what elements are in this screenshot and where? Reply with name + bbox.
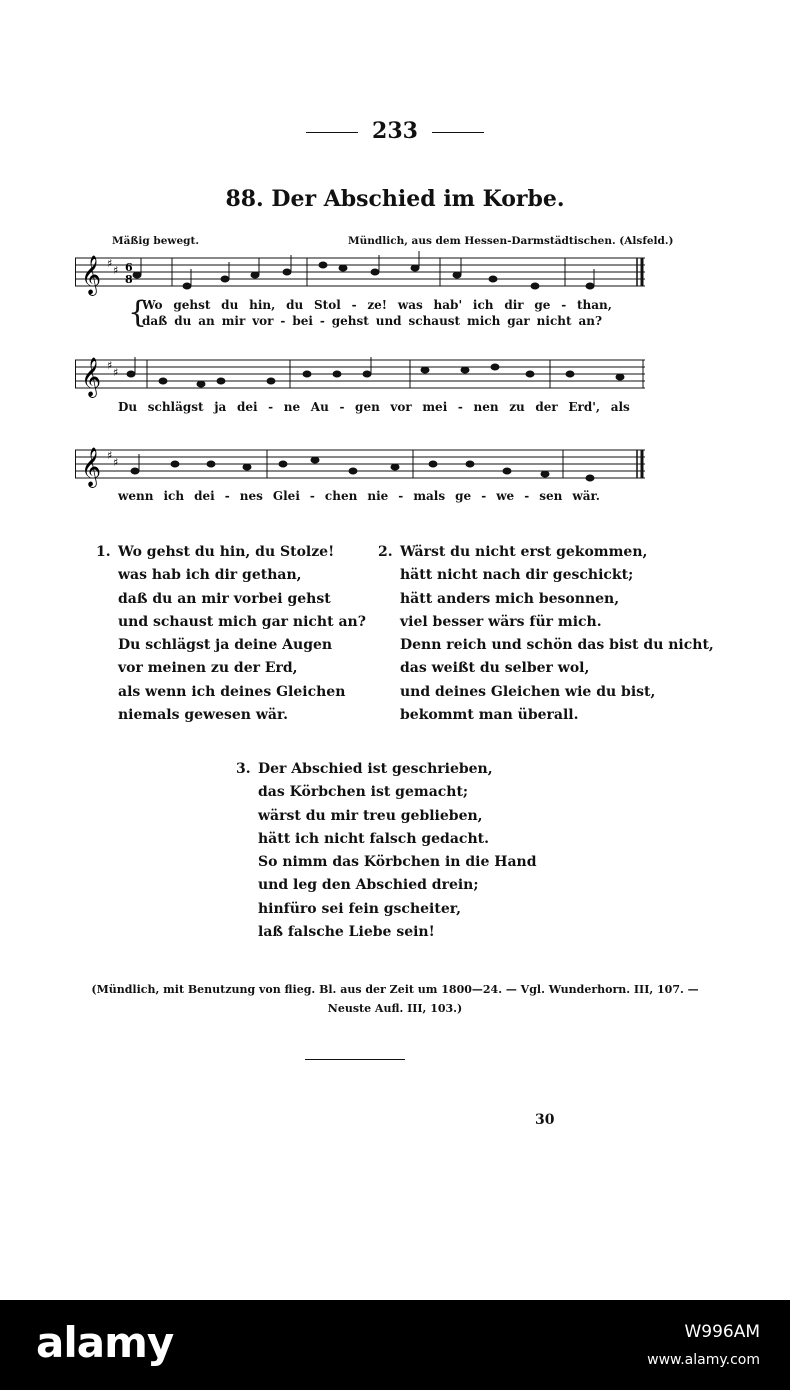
page-number <box>0 118 790 144</box>
svg-text:♯: ♯ <box>107 359 113 372</box>
verse-line: laß falsche Liebe sein! <box>258 924 435 941</box>
verse-line: als wenn ich deines Gleichen <box>118 683 346 700</box>
song-title: 88. Der Abschied im Korbe. <box>225 186 565 212</box>
verse-line: hätt nicht nach dir geschickt; <box>400 567 634 584</box>
verse-line: bekommt man überall. <box>400 707 579 724</box>
verse-line: und leg den Abschied drein; <box>258 877 479 894</box>
verse-line: Denn reich und schön das bist du nicht, <box>400 637 714 654</box>
song-source: Mündlich, aus dem Hessen-Darmstädtischen. (Alsfeld.) <box>348 235 674 247</box>
verse-line: vor meinen zu der Erd, <box>118 660 298 677</box>
verse-line: niemals gewesen wär. <box>118 707 288 724</box>
footnote-line-1: (Mündlich, mit Benutzung von flieg. Bl. aus der Zeit um 1800—24. — Vgl. Wunderhorn. III, 107. — <box>91 983 699 996</box>
svg-text:♯: ♯ <box>107 257 113 270</box>
verse-line: Wärst du nicht erst gekommen, <box>400 544 648 560</box>
verse-2 <box>378 541 714 727</box>
footnote-line-2: Neuste Aufl. III, 103.) <box>327 1002 463 1015</box>
closing-rule <box>305 1059 405 1060</box>
svg-text:𝄞: 𝄞 <box>81 255 102 295</box>
watermark-url: www.alamy.com <box>647 1352 760 1368</box>
verse-line: was hab ich dir gethan, <box>118 567 302 584</box>
page-number-dash-right <box>432 132 484 133</box>
verse-line: hinfüro sei fein gscheiter, <box>258 900 461 917</box>
source-footnote <box>0 980 790 1018</box>
verse-number: 3. <box>236 761 251 777</box>
verse-number: 1. <box>96 544 111 560</box>
page-number-dash-left <box>306 132 358 133</box>
svg-text:♯: ♯ <box>113 264 119 277</box>
verse-number: 2. <box>378 544 393 560</box>
verse-line: daß du an mir vorbei gehst <box>118 590 331 607</box>
lyrics-brace: { <box>128 295 148 330</box>
svg-text:𝄞: 𝄞 <box>81 357 102 397</box>
verse-line: So nimm das Körbchen in die Hand <box>258 854 537 871</box>
verse-line: Der Abschied ist geschrieben, <box>258 761 493 777</box>
image-id: W996AM <box>684 1322 760 1342</box>
svg-text:♯: ♯ <box>113 366 119 379</box>
lyrics-staff-1-line-2: daß du an mir vor - bei - gehst und schaust mich gar nicht an? <box>142 314 602 328</box>
verse-1 <box>96 541 366 727</box>
music-staff-3 <box>75 440 645 490</box>
verse-line: das weißt du selber wol, <box>400 660 590 677</box>
lyrics-staff-3: wenn ich dei - nes Glei - chen nie - mals ge - we - sen wär. <box>118 489 600 503</box>
lyrics-staff-2: Du schlägst ja dei - ne Au - gen vor mei - nen zu der Erd', als <box>118 400 630 414</box>
verse-line: hätt ich nicht falsch gedacht. <box>258 830 489 847</box>
tempo-marking: Mäßig bewegt. <box>112 235 199 247</box>
verse-3 <box>236 758 537 944</box>
verse-line: viel besser wärs für mich. <box>400 613 602 630</box>
alamy-logo: alamy <box>36 1318 174 1367</box>
svg-text:𝄞: 𝄞 <box>81 447 102 487</box>
verse-line: Wo gehst du hin, du Stolze! <box>118 544 335 560</box>
lyrics-staff-1-line-1: Wo gehst du hin, du Stol - ze! was hab' ich dir ge - than, <box>142 298 612 312</box>
verse-line: Du schlägst ja deine Augen <box>118 637 333 654</box>
verse-line: und schaust mich gar nicht an? <box>118 613 366 630</box>
signature-mark: 30 <box>535 1112 555 1128</box>
verse-line: und deines Gleichen wie du bist, <box>400 683 656 700</box>
svg-text:♯: ♯ <box>113 456 119 469</box>
music-staff-1 <box>75 248 645 298</box>
verse-line: wärst du mir treu geblieben, <box>258 807 483 824</box>
music-staff-2 <box>75 350 645 400</box>
svg-text:8: 8 <box>125 273 133 286</box>
page-number-text: 233 <box>372 118 418 144</box>
svg-text:♯: ♯ <box>107 449 113 462</box>
svg-text:6: 6 <box>125 261 133 274</box>
verse-line: das Körbchen ist gemacht; <box>258 784 469 801</box>
watermark-banner <box>0 1300 790 1390</box>
verse-line: hätt anders mich besonnen, <box>400 590 620 607</box>
